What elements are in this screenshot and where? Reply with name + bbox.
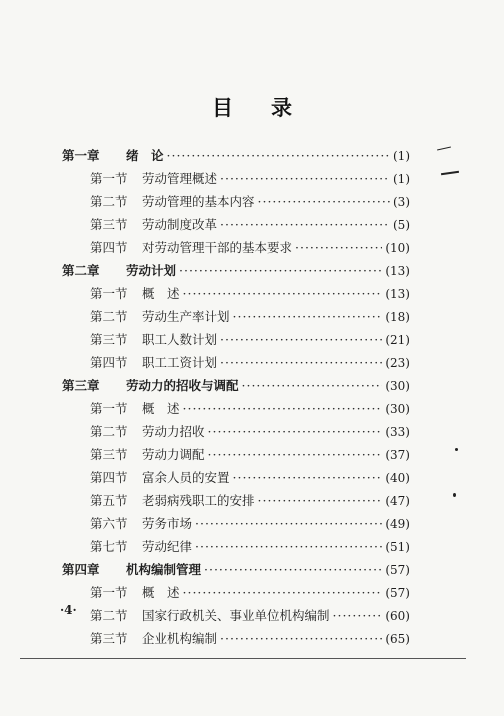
toc-entry-title: 劳动管理的基本内容: [142, 194, 255, 209]
toc-section-row: [62, 169, 410, 192]
toc-section-row: [62, 583, 410, 606]
toc-entry-page: (57): [385, 586, 410, 600]
toc-leader-dots: [183, 585, 383, 600]
toc-entry-page: (21): [385, 333, 410, 347]
toc-entry-title: 老弱病残职工的安排: [142, 493, 255, 508]
toc-entry-page: (10): [385, 241, 410, 255]
toc-section-row: [62, 192, 410, 215]
toc-entry-title: 劳动计划: [126, 263, 177, 278]
toc-entry-number: 第二节: [90, 608, 128, 623]
toc-leader-dots: [242, 378, 383, 393]
scan-mark: [455, 448, 458, 451]
toc-entry-number: 第七节: [90, 539, 128, 554]
toc-entry-number: 第五节: [90, 493, 128, 508]
toc-chapter-row: [62, 146, 410, 169]
toc-entry-number: 第四节: [90, 240, 128, 255]
toc-entry-number: 第三节: [90, 332, 128, 347]
toc-leader-dots: [295, 240, 382, 255]
toc-entry-title: 概 述: [142, 401, 180, 416]
toc-entry-title: 劳动力调配: [142, 447, 205, 462]
toc-entry-title: 职工工资计划: [142, 355, 218, 370]
toc-entry-page: (13): [385, 287, 410, 301]
toc-leader-dots: [167, 148, 390, 163]
toc-section-row: [62, 468, 410, 491]
toc-entry-page: (40): [385, 471, 410, 485]
toc-entry-title: 企业机构编制: [142, 631, 218, 646]
toc-entry-number: 第二节: [90, 194, 128, 209]
toc-entry-number: 第二章: [62, 263, 100, 278]
toc-entry-page: (37): [385, 448, 410, 462]
toc-entry-title: 概 述: [142, 286, 180, 301]
toc-entry-page: (65): [385, 632, 410, 646]
toc-entry-title: 劳动生产率计划: [142, 309, 230, 324]
toc-section-row: [62, 445, 410, 468]
toc-entry-number: 第三章: [62, 378, 100, 393]
toc-entry-page: (18): [385, 310, 410, 324]
toc-section-row: [62, 422, 410, 445]
toc-leader-dots: [183, 401, 383, 416]
toc-entry-page: (1): [393, 172, 410, 186]
toc-entry-title: 劳动制度改革: [142, 217, 218, 232]
toc-entry-number: 第一节: [90, 171, 128, 186]
page-number: ·4·: [60, 603, 77, 617]
toc-entry-title: 机构编制管理: [126, 562, 202, 577]
title-char-1: 目: [212, 95, 233, 120]
toc-section-row: [62, 238, 410, 261]
toc-entry-title: 富余人员的安置: [142, 470, 230, 485]
toc-leader-dots: [183, 286, 383, 301]
toc-entry-number: 第四章: [62, 562, 100, 577]
toc-chapter-row: [62, 376, 410, 399]
toc-section-row: [62, 399, 410, 422]
toc-chapter-row: [62, 560, 410, 583]
toc-leader-dots: [258, 194, 390, 209]
toc-section-row: [62, 330, 410, 353]
toc-leader-dots: [208, 447, 383, 462]
toc-entry-page: (1): [393, 149, 410, 163]
scan-mark: [441, 171, 459, 175]
toc-leader-dots: [204, 562, 382, 577]
toc-section-row: [62, 307, 410, 330]
toc-entry-title: 对劳动管理干部的基本要求: [142, 240, 293, 255]
toc-entry-number: 第四节: [90, 470, 128, 485]
table-of-contents: [62, 146, 410, 652]
toc-entry-title: 劳动纪律: [142, 539, 193, 554]
toc-entry-number: 第一节: [90, 286, 128, 301]
toc-section-row: [62, 491, 410, 514]
toc-leader-dots: [333, 608, 383, 623]
toc-entry-number: 第三节: [90, 447, 128, 462]
title-char-2: 录: [271, 95, 292, 120]
toc-entry-page: (47): [385, 494, 410, 508]
toc-leader-dots: [233, 309, 383, 324]
toc-entry-title: 劳动管理概述: [142, 171, 218, 186]
toc-leader-dots: [220, 171, 390, 186]
toc-entry-page: (33): [385, 425, 410, 439]
toc-section-row: [62, 606, 410, 629]
toc-entry-page: (60): [385, 609, 410, 623]
toc-section-row: [62, 629, 410, 652]
toc-section-row: [62, 353, 410, 376]
toc-entry-number: 第一节: [90, 401, 128, 416]
toc-entry-page: (57): [385, 563, 410, 577]
toc-entry-page: (23): [385, 356, 410, 370]
toc-leader-dots: [195, 539, 382, 554]
toc-entry-number: 第三节: [90, 631, 128, 646]
toc-entry-page: (5): [393, 218, 410, 232]
toc-leader-dots: [195, 516, 382, 531]
toc-entry-number: 第二节: [90, 309, 128, 324]
scan-mark: [437, 147, 451, 151]
toc-section-row: [62, 215, 410, 238]
toc-entry-number: 第二节: [90, 424, 128, 439]
toc-entry-page: (51): [385, 540, 410, 554]
toc-entry-title: 概 述: [142, 585, 180, 600]
toc-section-row: [62, 284, 410, 307]
toc-leader-dots: [220, 217, 390, 232]
toc-entry-title: 劳务市场: [142, 516, 193, 531]
toc-entry-number: 第四节: [90, 355, 128, 370]
scan-mark: [453, 493, 456, 497]
toc-entry-page: (13): [385, 264, 410, 278]
toc-leader-dots: [258, 493, 383, 508]
toc-entry-page: (3): [393, 195, 410, 209]
toc-entry-number: 第一章: [62, 148, 100, 163]
toc-chapter-row: [62, 261, 410, 284]
toc-entry-page: (49): [385, 517, 410, 531]
toc-entry-title: 国家行政机关、事业单位机构编制: [142, 608, 330, 623]
toc-entry-number: 第一节: [90, 585, 128, 600]
toc-entry-title: 劳动力的招收与调配: [126, 378, 239, 393]
toc-entry-title: 绪 论: [126, 148, 164, 163]
toc-section-row: [62, 514, 410, 537]
toc-entry-number: 第三节: [90, 217, 128, 232]
toc-leader-dots: [179, 263, 382, 278]
toc-entry-page: (30): [385, 379, 410, 393]
bottom-rule: [20, 658, 466, 659]
page-title: [0, 92, 504, 122]
toc-leader-dots: [220, 355, 382, 370]
toc-leader-dots: [208, 424, 383, 439]
toc-leader-dots: [233, 470, 383, 485]
toc-section-row: [62, 537, 410, 560]
toc-entry-title: 劳动力招收: [142, 424, 205, 439]
toc-entry-number: 第六节: [90, 516, 128, 531]
toc-leader-dots: [220, 332, 382, 347]
toc-entry-title: 职工人数计划: [142, 332, 218, 347]
toc-entry-page: (30): [385, 402, 410, 416]
toc-leader-dots: [220, 631, 382, 646]
